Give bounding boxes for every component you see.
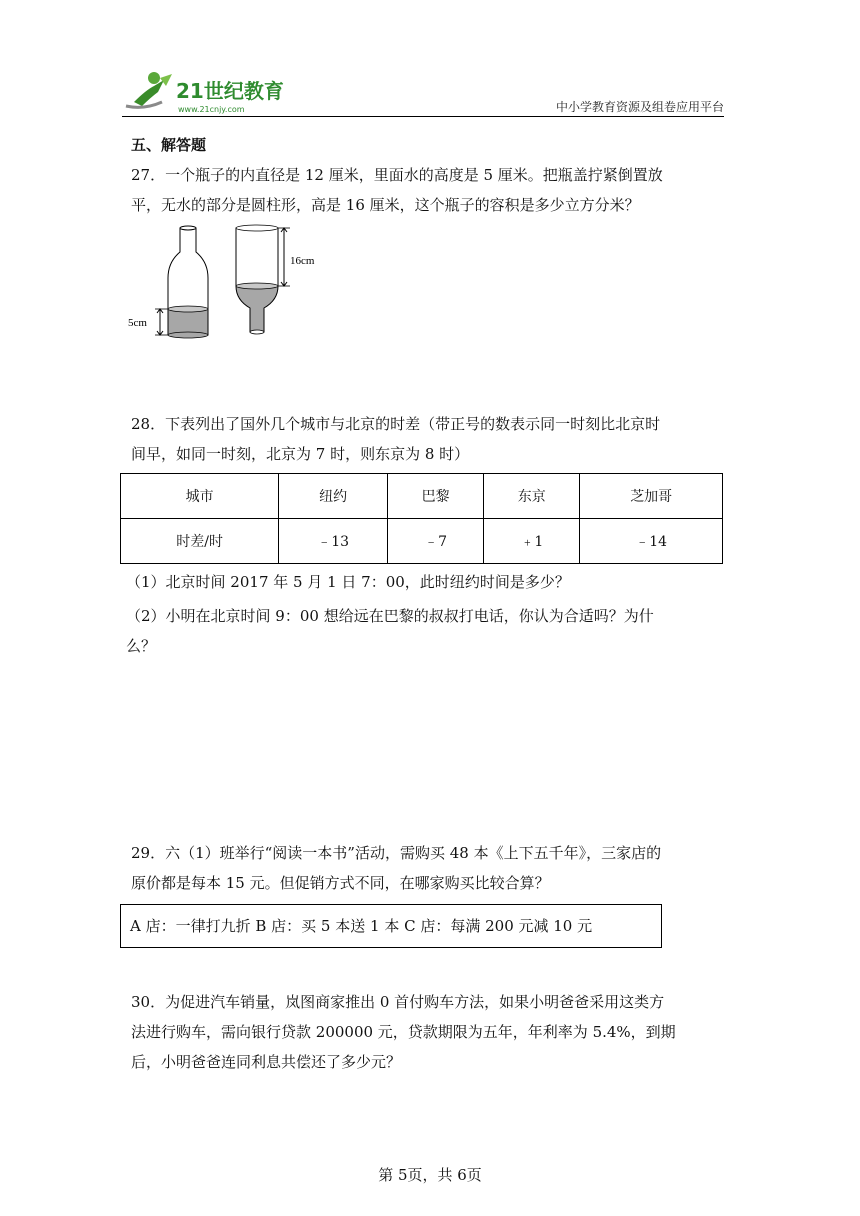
q30-line1: 30．为促进汽车销量，岚图商家推出 0 首付购车方法，如果小明爸爸采用这类方 bbox=[131, 993, 665, 1011]
q28-line1: 28．下表列出了国外几个城市与北京的时差（带正号的数表示同一时刻比北京时 bbox=[131, 415, 661, 433]
q28-sub2 bbox=[126, 601, 732, 661]
label-16cm: 16cm bbox=[290, 255, 315, 267]
q30-line3: 后，小明爸爸连同利息共偿还了多少元？ bbox=[131, 1053, 402, 1071]
page-number: 第 5页，共 6页 bbox=[378, 1166, 482, 1184]
table-header-row bbox=[121, 474, 723, 519]
q28-line2: 间早，如同一时刻，北京为 7 时，则东京为 8 时） bbox=[131, 445, 470, 463]
table-cell: 巴黎 bbox=[388, 474, 484, 519]
q28-sub2-line1: （2）小明在北京时间 9：00 想给远在巴黎的叔叔打电话，你认为合适吗？为什 bbox=[126, 607, 654, 625]
bottle-figure bbox=[126, 222, 346, 342]
q29-line2: 原价都是每本 15 元。但促销方式不同，在哪家购买比较合算？ bbox=[131, 874, 550, 892]
promotion-box: A 店：一律打九折 B 店：买 5 本送 1 本 C 店：每满 200 元减 10 元 bbox=[120, 904, 662, 948]
table-cell: 东京 bbox=[484, 474, 580, 519]
question-28 bbox=[131, 409, 731, 469]
q30-line2: 法进行购车，需向银行贷款 200000 元，贷款期限为五年，年利率为 5.4%，到期 bbox=[131, 1023, 676, 1041]
table-cell: 时差/时 bbox=[121, 519, 279, 564]
question-30 bbox=[131, 987, 731, 1077]
logo bbox=[120, 66, 300, 118]
q28-sub1: （1）北京时间 2017 年 5 月 1 日 7：00，此时纽约时间是多少？ bbox=[126, 573, 570, 591]
time-difference-table bbox=[120, 473, 723, 564]
question-27 bbox=[131, 160, 731, 220]
q27-line2: 平，无水的部分是圆柱形，高是 16 厘米，这个瓶子的容积是多少立方分米？ bbox=[131, 196, 640, 214]
section-title: 五、解答题 bbox=[131, 136, 207, 154]
table-cell: 芝加哥 bbox=[580, 474, 723, 519]
upright-bottle bbox=[155, 226, 208, 338]
table-cell: ﹣14 bbox=[580, 519, 723, 564]
table-cell: ﹣13 bbox=[279, 519, 388, 564]
question-29 bbox=[131, 838, 731, 898]
inverted-bottle bbox=[236, 225, 290, 334]
table-cell: ﹣7 bbox=[388, 519, 484, 564]
table-cell: 城市 bbox=[121, 474, 279, 519]
q28-sub2-line2: 么？ bbox=[126, 637, 157, 655]
platform-name: 中小学教育资源及组卷应用平台 bbox=[555, 100, 724, 114]
header-divider bbox=[122, 116, 724, 117]
logo-url: www.21cnjy.com bbox=[178, 105, 245, 114]
q29-line1: 29．六（1）班举行“阅读一本书”活动，需购买 48 本《上下五千年》，三家店的 bbox=[131, 844, 662, 862]
table-cell: 纽约 bbox=[279, 474, 388, 519]
logo-graphic bbox=[120, 66, 300, 118]
table-cell: ﹢1 bbox=[484, 519, 580, 564]
table-row bbox=[121, 519, 723, 564]
label-5cm: 5cm bbox=[128, 317, 147, 329]
q27-line1: 27．一个瓶子的内直径是 12 厘米，里面水的高度是 5 厘米。把瓶盖拧紧倒置放 bbox=[131, 166, 663, 184]
logo-text: 21世纪教育 bbox=[176, 79, 284, 103]
